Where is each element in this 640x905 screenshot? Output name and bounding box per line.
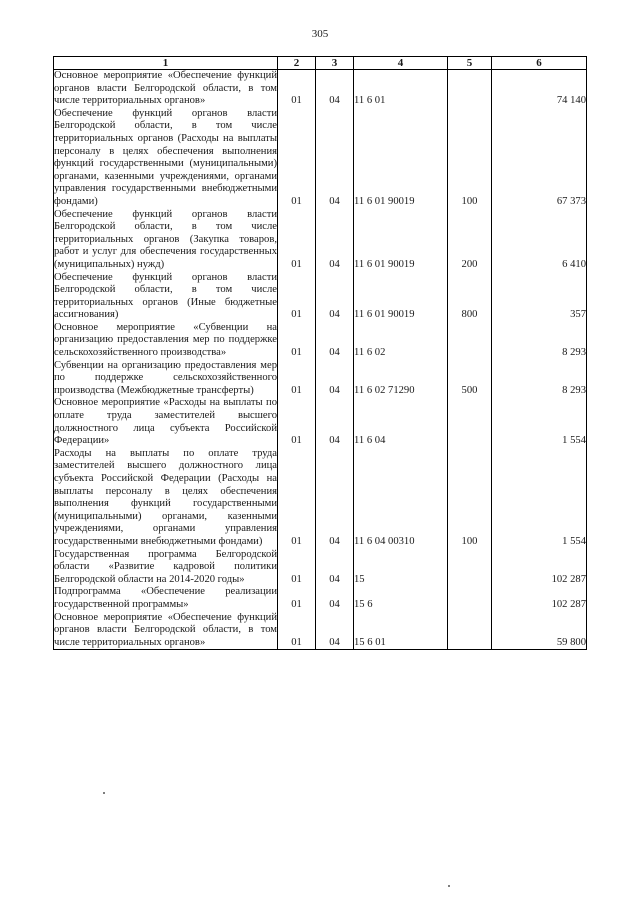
row-description: Обеспечение функций органов власти Белгородской области, в том числе территориальных органов (Закупка товаров, работ и услуг для обеспечения государственных (муниципальных) нужд) [54,208,277,270]
row-amount: 74 140 [492,70,587,108]
row-description: Основное мероприятие «Обеспечение функций органов власти Белгородской области, в том числе территориальных органов» [54,612,278,650]
row-target-article: 11 6 02 [354,322,448,360]
column-header-6: 6 [492,57,587,70]
table-row [54,397,587,447]
scan-speck [448,885,450,887]
row-subsection-code: 04 [316,397,354,447]
row-amount: 59 800 [492,612,587,650]
row-amount: 8 293 [492,360,587,398]
row-section-code: 01 [278,272,316,322]
row-target-article: 11 6 02 71290 [354,360,448,398]
row-section-code: 01 [278,70,316,108]
row-target-article: 11 6 04 [354,397,448,447]
row-expense-type: 100 [448,108,492,209]
page-number: 305 [311,28,329,40]
table-row [54,586,587,611]
table-row [54,272,587,322]
column-header-3: 3 [316,57,354,70]
row-subsection-code: 04 [316,360,354,398]
table-row [54,209,587,272]
row-section-code: 01 [278,586,316,611]
row-target-article: 11 6 04 00310 [354,448,448,549]
row-target-article: 11 6 01 [354,70,448,108]
header-row [54,57,587,70]
row-subsection-code: 04 [316,70,354,108]
row-amount: 1 554 [492,397,587,447]
row-target-article: 15 6 01 [354,612,448,650]
table-row [54,322,587,360]
row-section-code: 01 [278,360,316,398]
row-subsection-code: 04 [316,322,354,360]
row-expense-type: 100 [448,448,492,549]
row-subsection-code: 04 [316,209,354,272]
row-subsection-code: 04 [316,612,354,650]
row-amount: 102 287 [492,586,587,611]
row-description: Основное мероприятие «Субвенции на организацию предоставления мер по поддержке сельскохозяйственного производства» [54,321,277,359]
row-section-code: 01 [278,108,316,209]
row-description: Расходы на выплаты по оплате труда заместителей высшего должностного лица субъекта Российской Федерации (Расходы на выплаты персоналу в целях обеспечения выполнения функций государственными (муниципальными) органами, казенными учреждениями, органами управления государственными внебюджетными фондами) [54,447,277,547]
scan-speck [103,792,105,794]
row-expense-type [448,70,492,108]
row-target-article: 11 6 01 90019 [354,272,448,322]
row-amount: 8 293 [492,322,587,360]
row-expense-type [448,397,492,447]
row-target-article: 15 [354,549,448,587]
row-expense-type: 500 [448,360,492,398]
row-amount: 102 287 [492,549,587,587]
row-description: Основное мероприятие «Обеспечение функций органов власти Белгородской области, в том числе территориальных органов» [54,70,277,107]
row-subsection-code: 04 [316,272,354,322]
row-section-code: 01 [278,612,316,650]
row-amount: 1 554 [492,448,587,549]
column-header-4: 4 [354,57,448,70]
table-row [54,360,587,398]
column-header-1: 1 [54,57,278,70]
row-target-article: 11 6 01 90019 [354,108,448,209]
row-description: Подпрограмма «Обеспечение реализации государственной программы» [54,586,277,610]
row-expense-type: 200 [448,209,492,272]
row-description: Государственная программа Белгородской области «Развитие кадровой политики Белгородской области на 2014-2020 годы» [54,548,277,585]
row-description: Обеспечение функций органов власти Белгородской области, в том числе территориальных органов (Расходы на выплаты персоналу в целях обеспечения выполнения функций государственными (муниципальными) органами, казенными учреждениями, органами управления государственными внебюджетными фондами) [54,107,277,207]
row-amount: 67 373 [492,108,587,209]
row-expense-type: 800 [448,272,492,322]
row-description: Основное мероприятие «Расходы на выплаты по оплате труда заместителей высшего должностного лица субъекта Российской Федерации» [54,397,277,447]
table-row [54,612,587,650]
row-section-code: 01 [278,448,316,549]
row-amount: 6 410 [492,209,587,272]
table-row [54,549,587,587]
row-description: Обеспечение функций органов власти Белгородской области, в том числе территориальных органов (Иные бюджетные ассигнования) [54,271,277,321]
row-description: Субвенции на организацию предоставления мер по поддержке сельскохозяйственного производства (Межбюджетные трансферты) [54,359,277,396]
table-row [54,108,587,209]
row-subsection-code: 04 [316,586,354,611]
row-section-code: 01 [278,209,316,272]
row-expense-type [448,612,492,650]
row-target-article: 15 6 [354,586,448,611]
row-section-code: 01 [278,549,316,587]
budget-table [53,56,587,650]
table-row [54,70,587,108]
row-subsection-code: 04 [316,448,354,549]
column-header-2: 2 [278,57,316,70]
row-expense-type [448,322,492,360]
row-subsection-code: 04 [316,108,354,209]
column-header-5: 5 [448,57,492,70]
row-section-code: 01 [278,397,316,447]
row-expense-type [448,549,492,587]
row-expense-type [448,586,492,611]
row-amount: 357 [492,272,587,322]
row-target-article: 11 6 01 90019 [354,209,448,272]
table-row [54,448,587,549]
row-subsection-code: 04 [316,549,354,587]
row-section-code: 01 [278,322,316,360]
